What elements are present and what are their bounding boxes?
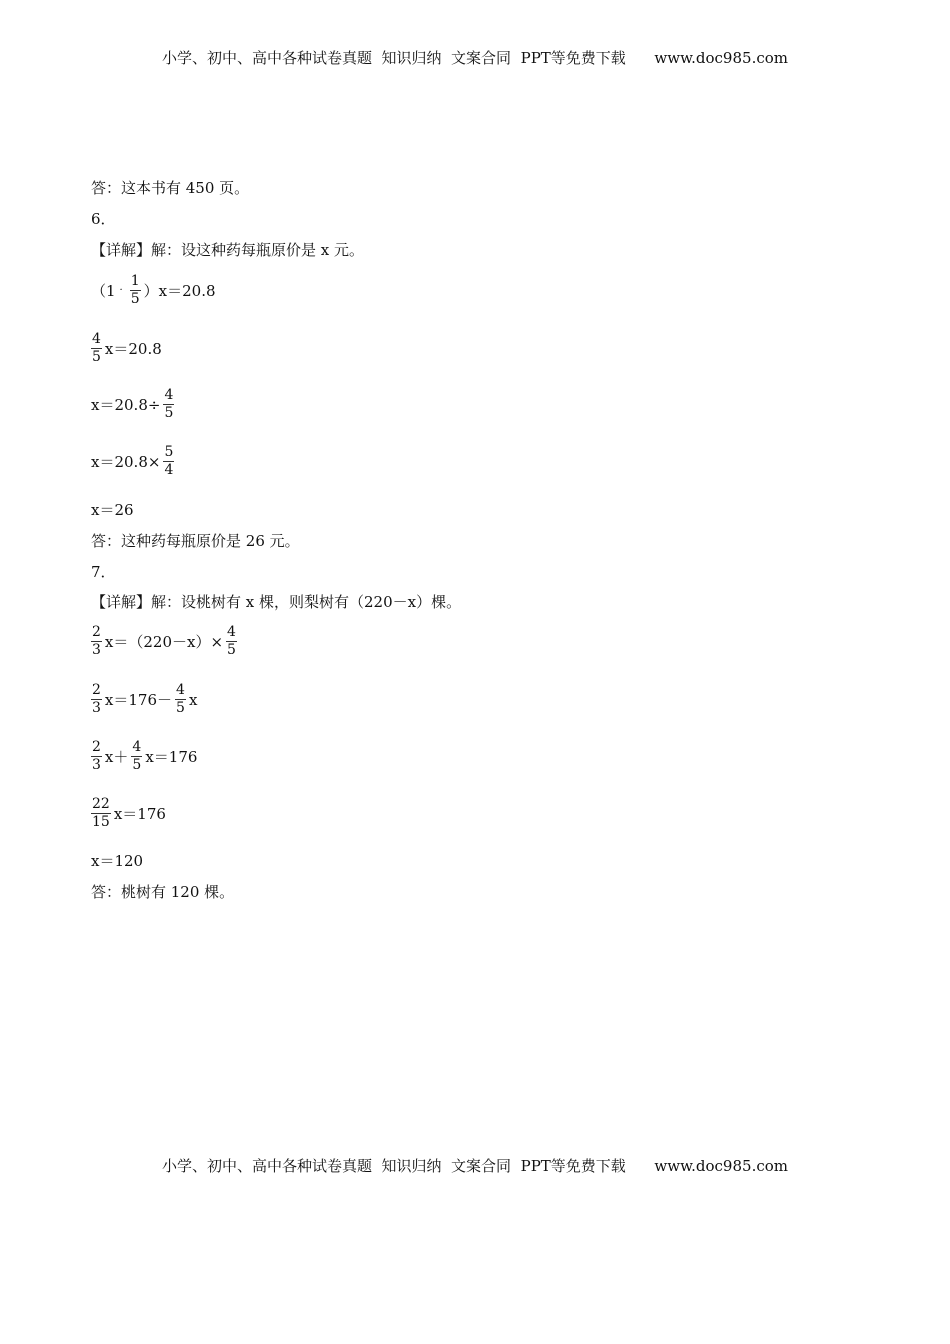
page-footer: 小学、初中、高中各种试卷真题 知识归纳 文案合同 PPT等免费下载 www.doc985.com (161, 1157, 788, 1175)
fraction-denominator: 5 (130, 291, 140, 307)
fraction-numerator: 4 (92, 331, 101, 347)
fraction (163, 388, 174, 421)
q7-equation-5: x＝120 (91, 852, 144, 870)
fraction-numerator: 5 (164, 444, 174, 460)
fraction-denominator: 5 (92, 349, 101, 365)
fraction-numerator: 4 (132, 739, 142, 755)
fraction-denominator: 15 (92, 814, 110, 830)
q7-eq2-mid: x＝176－ (104, 690, 173, 709)
question-7-detail: 【详解】解：设桃树有 x 棵，则梨树有（220－x）棵。 (91, 593, 462, 611)
q6-eq1-dot: · (119, 284, 123, 296)
q7-eq2-tail: x (188, 690, 198, 709)
fraction (91, 797, 111, 830)
q7-equation-2 (91, 683, 197, 716)
fraction (175, 683, 186, 716)
fraction-numerator: 4 (164, 387, 174, 403)
fraction (131, 740, 142, 773)
fraction-numerator: 22 (92, 796, 110, 812)
q6-eq1-open: （1 (91, 281, 116, 300)
fraction-numerator: 1 (130, 273, 140, 289)
q7-eq3-mid: x＋ (104, 747, 129, 766)
page-header: 小学、初中、高中各种试卷真题 知识归纳 文案合同 PPT等免费下载 www.doc985.com (161, 49, 788, 67)
fraction (91, 740, 102, 773)
fraction-denominator: 5 (176, 700, 185, 716)
q7-eq1-mid: x＝（220－x）× (104, 632, 224, 651)
fraction (91, 625, 102, 658)
q7-equation-1 (91, 625, 240, 658)
q6-equation-4 (91, 445, 177, 478)
fraction-numerator: 4 (176, 682, 185, 698)
q6-equation-2 (91, 332, 162, 365)
q6-equation-3 (91, 388, 177, 421)
fraction (163, 445, 174, 478)
fraction-denominator: 5 (164, 405, 174, 421)
q6-eq1-rest: ）x＝20.8 (143, 281, 216, 300)
fraction (91, 332, 102, 365)
q7-eq3-tail: x＝176 (145, 747, 198, 766)
question-7-number: 7． (91, 563, 116, 581)
q6-eq2-rest: x＝20.8 (104, 339, 162, 358)
q6-equation-5: x＝26 (91, 501, 134, 519)
q7-equation-3 (91, 740, 197, 773)
fraction (91, 683, 102, 716)
q7-eq4-rest: x＝176 (113, 804, 166, 823)
fraction-denominator: 3 (92, 757, 101, 773)
fraction-numerator: 4 (227, 624, 236, 640)
fraction (130, 274, 141, 307)
q6-eq4-lead: x＝20.8× (91, 452, 161, 471)
question-6-detail: 【详解】解：设这种药每瓶原价是 x 元。 (91, 241, 364, 259)
q6-equation-1 (91, 274, 216, 307)
fraction-denominator: 3 (92, 642, 101, 658)
fraction (226, 625, 237, 658)
fraction-denominator: 5 (227, 642, 236, 658)
answer-q6: 答：这种药每瓶原价是 26 元。 (91, 532, 300, 550)
fraction-numerator: 2 (92, 624, 101, 640)
fraction-numerator: 2 (92, 739, 101, 755)
answer-q5: 答：这本书有 450 页。 (91, 179, 250, 197)
q6-eq3-lead: x＝20.8÷ (91, 395, 161, 414)
q7-equation-4 (91, 797, 166, 830)
fraction-numerator: 2 (92, 682, 101, 698)
fraction-denominator: 5 (132, 757, 142, 773)
fraction-denominator: 4 (164, 462, 174, 478)
question-6-number: 6． (91, 210, 116, 228)
fraction-denominator: 3 (92, 700, 101, 716)
answer-q7: 答：桃树有 120 棵。 (91, 883, 235, 901)
